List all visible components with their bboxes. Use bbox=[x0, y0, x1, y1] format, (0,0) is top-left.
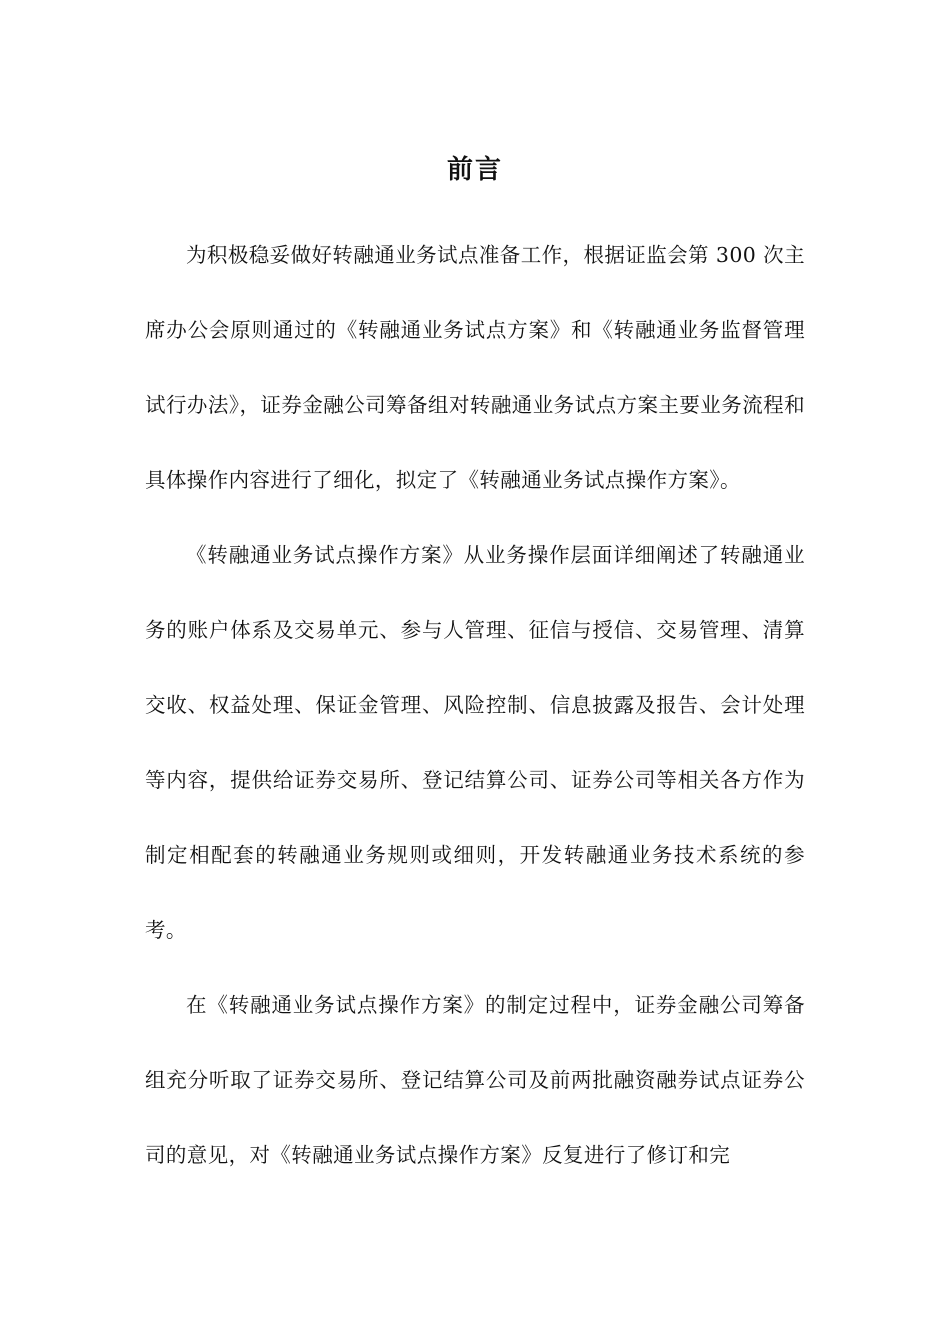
paragraph-3: 在《转融通业务试点操作方案》的制定过程中，证券金融公司筹备组充分听取了证券交易所、登记结算公司及前两批融资融券试点证券公司的意见，对《转融通业务试点操作方案》反复进行了修订和完 bbox=[145, 993, 805, 1167]
page-title: 前言 bbox=[446, 155, 503, 185]
document-body bbox=[145, 218, 805, 1193]
paragraph-2: 《转融通业务试点操作方案》从业务操作层面详细阐述了转融通业务的账户体系及交易单元、参与人管理、征信与授信、交易管理、清算交收、权益处理、保证金管理、风险控制、信息披露及报告、会计处理等内容，提供给证券交易所、登记结算公司、证券公司等相关各方作为制定相配套的转融通业务规则或细则，开发转融通业务技术系统的参考。 bbox=[145, 543, 805, 942]
paragraph-1: 为积极稳妥做好转融通业务试点准备工作，根据证监会第 300 次主席办公会原则通过的《转融通业务试点方案》和《转融通业务监督管理试行办法》，证券金融公司筹备组对转融通业务试点方案主要业务流程和具体操作内容进行了细化，拟定了《转融通业务试点操作方案》。 bbox=[145, 243, 805, 492]
